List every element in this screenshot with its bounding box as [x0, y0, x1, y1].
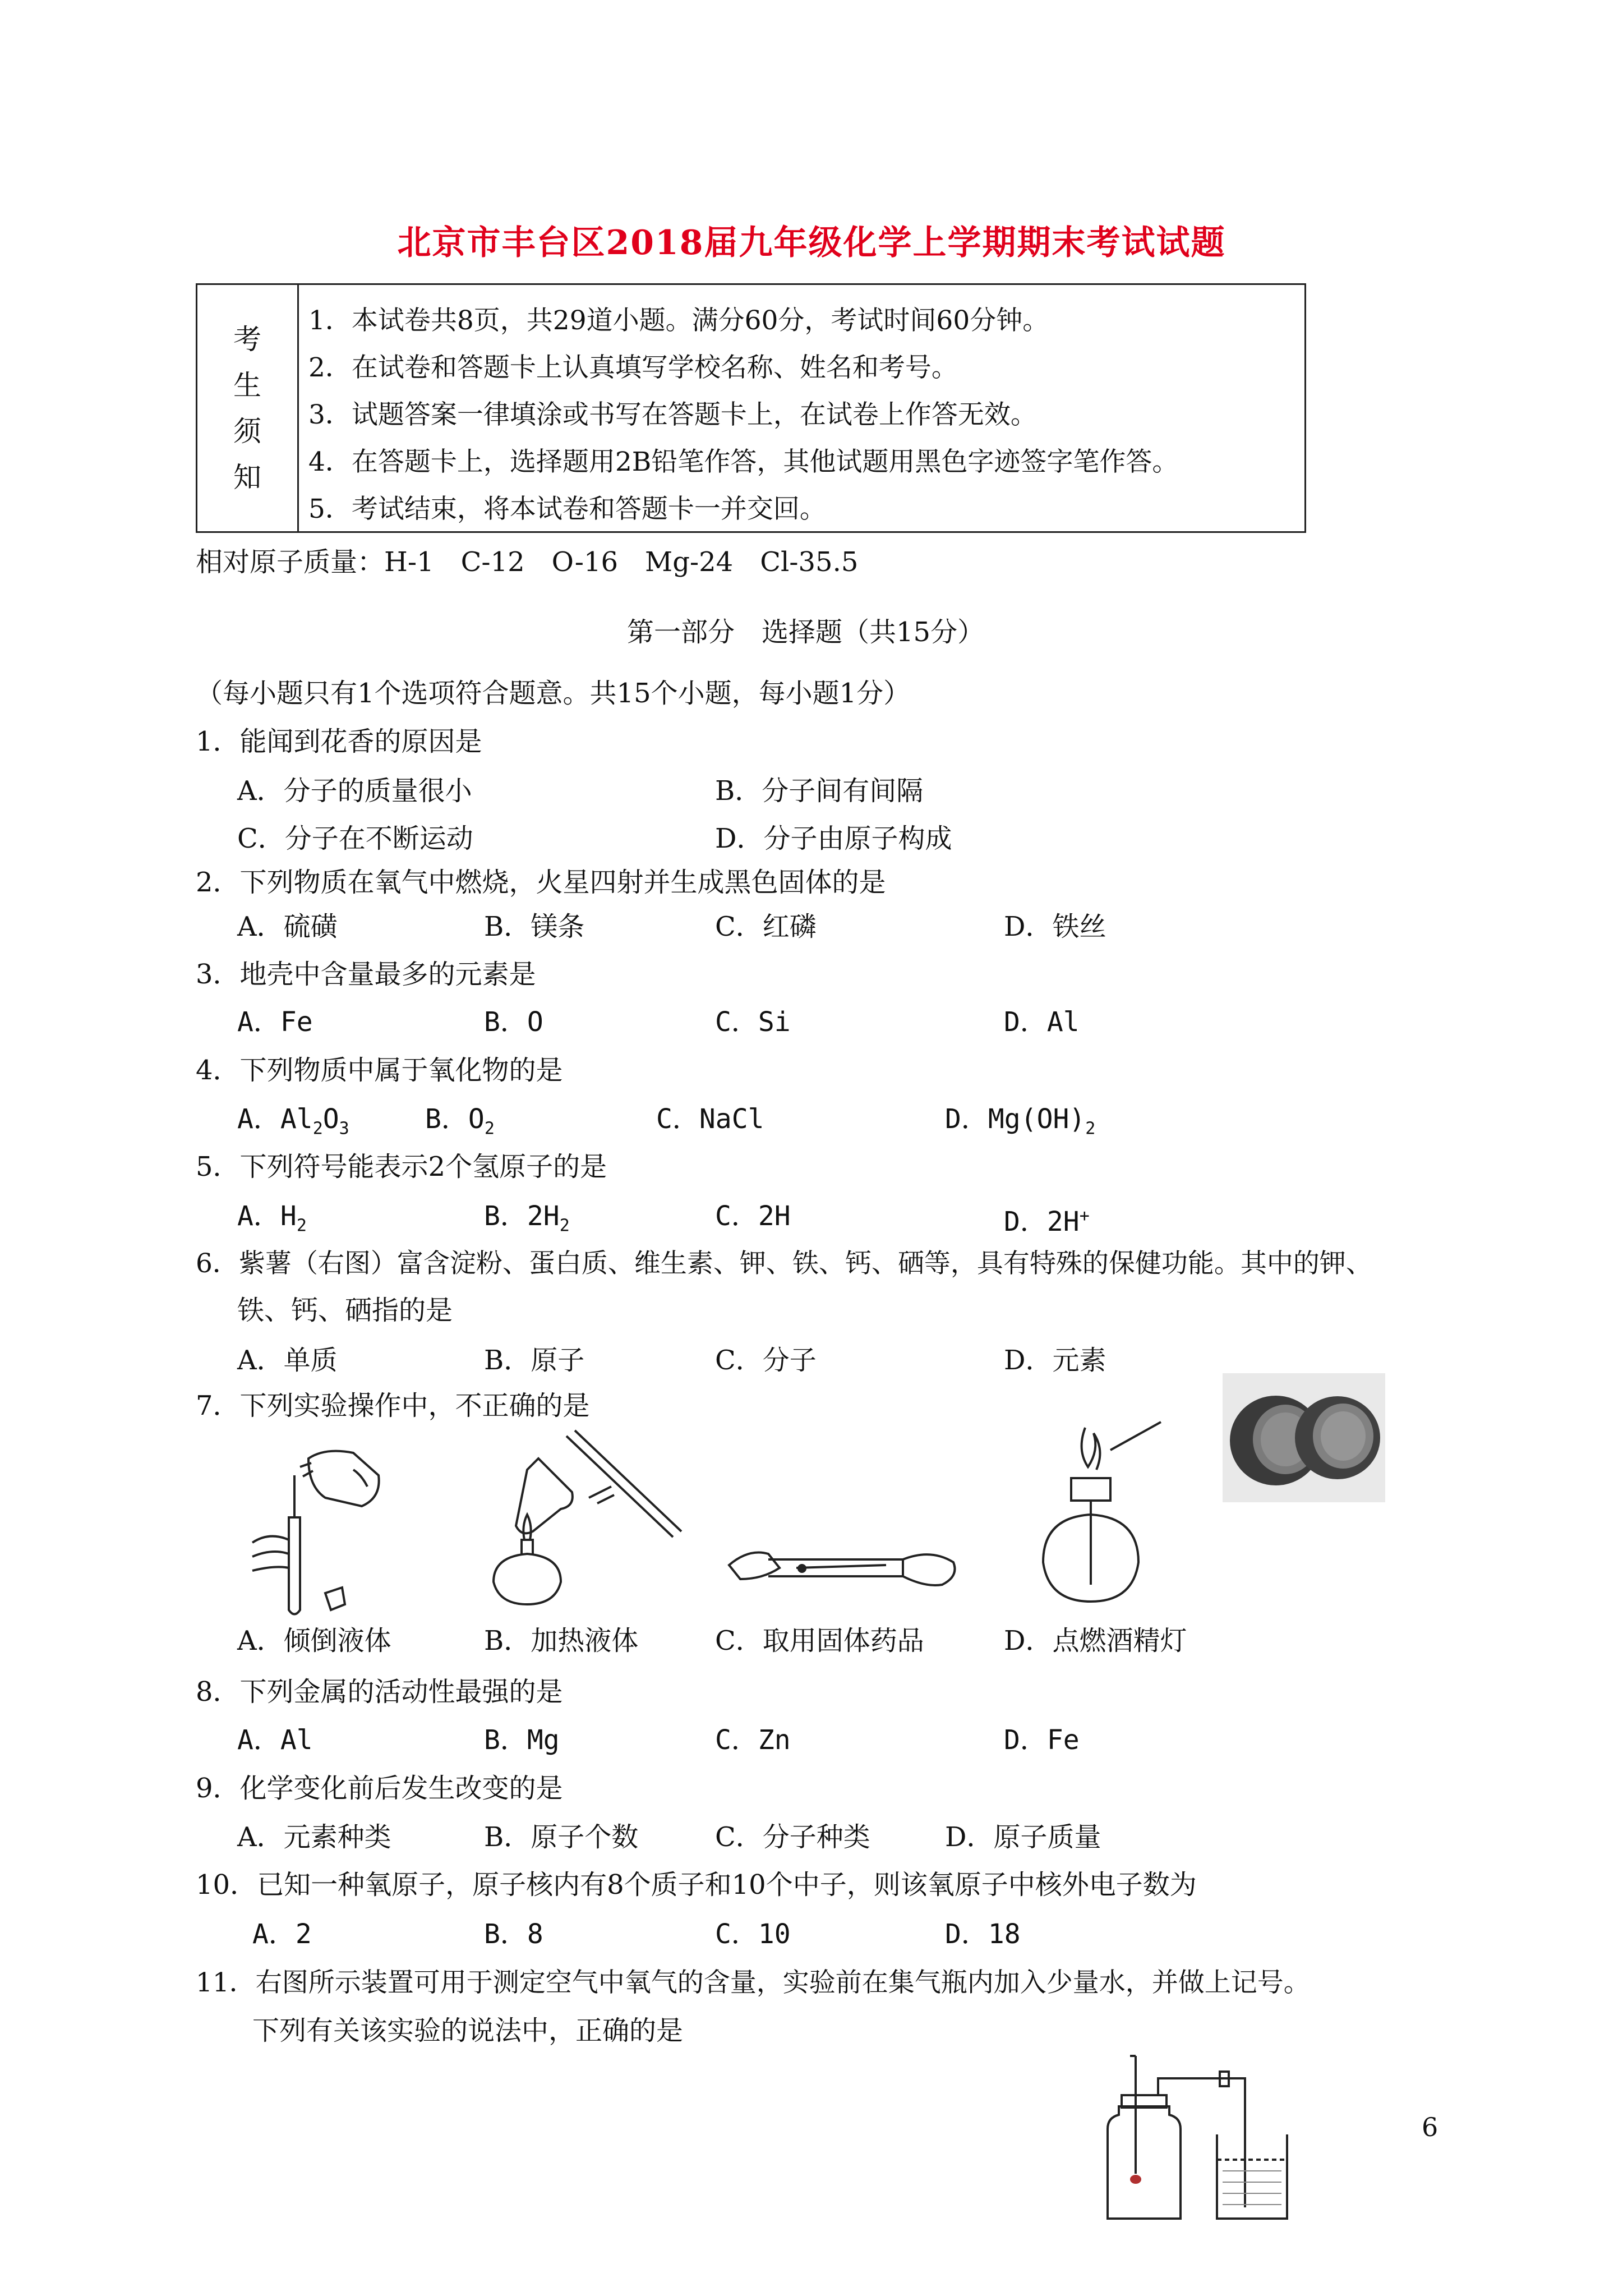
- question-5-option-a: A．$H_2$: [237, 1200, 307, 1236]
- question-2-option-a: A．硫磺: [237, 911, 338, 942]
- solid-reagent-illustration: [718, 1515, 976, 1627]
- question-4-option-c: C．NaCl: [656, 1103, 764, 1135]
- question-9-stem: 9．化学变化前后发生改变的是: [196, 1773, 563, 1804]
- section-title: 第一部分 选择题（共15分）: [627, 616, 985, 648]
- question-9-option-b: B．原子个数: [484, 1821, 639, 1853]
- notice-item: 4．在答题卡上，选择题用2B铅笔作答，其他试题用黑色字迹签字笔作答。: [308, 447, 1179, 477]
- question-2-option-d: D．铁丝: [1004, 911, 1106, 942]
- atomic-mass-line: 相对原子质量：H-1 C-12 O-16 Mg-24 Cl-35.5: [196, 546, 859, 578]
- question-10-option-d: D．18: [945, 1918, 1021, 1950]
- question-5-stem: 5．下列符号能表示2个氢原子的是: [196, 1151, 607, 1182]
- question-3-stem: 3．地壳中含量最多的元素是: [196, 959, 536, 990]
- question-4-stem: 4．下列物质中属于氧化物的是: [196, 1055, 563, 1086]
- heating-liquid-illustration: [477, 1425, 690, 1621]
- question-7-option-c: C．取用固体药品: [715, 1625, 924, 1657]
- question-8-option-d: D．Fe: [1004, 1724, 1080, 1756]
- question-3-option-c: C．Si: [715, 1006, 791, 1038]
- notice-item: 5．考试结束，将本试卷和答题卡一并交回。: [308, 494, 826, 524]
- question-3-option-b: B．O: [484, 1006, 543, 1038]
- question-2-option-c: C．红磷: [715, 911, 817, 942]
- question-1-option-c: C．分子在不断运动: [237, 823, 473, 854]
- alcohol-lamp-illustration: [1032, 1416, 1178, 1618]
- question-9-option-d: D．原子质量: [945, 1821, 1101, 1853]
- sweet-potato-photo: [1223, 1373, 1385, 1502]
- question-1-option-b: B．分子间有间隔: [715, 775, 924, 807]
- notice-label-char: 生: [233, 369, 261, 402]
- question-6-line-2: 铁、钙、硒指的是: [237, 1295, 453, 1326]
- notice-label-char: 知: [233, 461, 261, 494]
- question-6-option-c: C．分子: [715, 1345, 817, 1376]
- notice-label: [197, 285, 299, 531]
- notice-item: 3．试题答案一律填涂或书写在答题卡上，在试卷上作答无效。: [308, 399, 1037, 430]
- question-8-option-b: B．Mg: [484, 1724, 560, 1756]
- question-4-option-b: B．$O_2$: [425, 1103, 495, 1139]
- question-6-option-a: A．单质: [237, 1345, 338, 1376]
- question-4-option-d: D．$Mg(OH)_2$: [945, 1103, 1096, 1139]
- notice-items: [308, 297, 1178, 533]
- question-5-option-b: B．$2H_2$: [484, 1200, 570, 1236]
- page-title: 北京市丰台区2018届九年级化学上学期期末考试试题: [397, 223, 1226, 263]
- question-10-option-c: C．10: [715, 1918, 791, 1950]
- question-9-option-c: C．分子种类: [715, 1821, 870, 1853]
- question-4-option-a: A．$Al_2O_3$: [237, 1103, 349, 1139]
- question-1-option-a: A．分子的质量很小: [237, 775, 472, 807]
- question-6-option-b: B．原子: [484, 1345, 585, 1376]
- question-9-option-a: A．元素种类: [237, 1821, 391, 1853]
- pouring-liquid-illustration: [241, 1436, 409, 1621]
- question-11-line-2: 下列有关该实验的说法中，正确的是: [252, 2015, 684, 2046]
- exam-notice-box: [196, 283, 1306, 533]
- question-3-option-d: D．Al: [1004, 1006, 1080, 1038]
- question-3-option-a: A．Fe: [237, 1006, 313, 1038]
- question-10-option-a: A．2: [252, 1918, 312, 1950]
- section-note: （每小题只有1个选项符合题意。共15个小题，每小题1分）: [196, 678, 911, 709]
- question-6-line-1: 6．紫薯（右图）富含淀粉、蛋白质、维生素、钾、铁、钙、硒等，具有特殊的保健功能。其中的钾、: [196, 1248, 1372, 1279]
- question-7-option-b: B．加热液体: [484, 1625, 639, 1657]
- question-8-stem: 8．下列金属的活动性最强的是: [196, 1676, 563, 1708]
- question-7-stem: 7．下列实验操作中，不正确的是: [196, 1390, 590, 1421]
- question-2-option-b: B．镁条: [484, 911, 585, 942]
- question-2-stem: 2．下列物质在氧气中燃烧，火星四射并生成黑色固体的是: [196, 867, 886, 898]
- question-10-stem: 10．已知一种氧原子，原子核内有8个质子和10个中子，则该氧原子中核外电子数为: [196, 1869, 1197, 1901]
- notice-label-char: 须: [233, 415, 261, 448]
- oxygen-measurement-apparatus: [1096, 2050, 1298, 2230]
- question-8-option-c: C．Zn: [715, 1724, 791, 1756]
- question-1-option-d: D．分子由原子构成: [715, 823, 952, 854]
- question-7-option-a: A．倾倒液体: [237, 1625, 391, 1657]
- notice-label-char: 考: [233, 323, 261, 356]
- question-7-option-d: D．点燃酒精灯: [1004, 1625, 1187, 1657]
- question-10-option-b: B．8: [484, 1918, 543, 1950]
- notice-item: 1．本试卷共8页，共29道小题。满分60分，考试时间60分钟。: [308, 305, 1049, 336]
- page-number: 6: [1422, 2112, 1438, 2142]
- question-11-line-1: 11．右图所示装置可用于测定空气中氧气的含量，实验前在集气瓶内加入少量水，并做上记号。: [196, 1967, 1310, 1998]
- question-6-option-d: D．元素: [1004, 1345, 1106, 1376]
- notice-item: 2．在试卷和答题卡上认真填写学校名称、姓名和考号。: [308, 352, 958, 383]
- question-8-option-a: A．Al: [237, 1724, 313, 1756]
- question-1-stem: 1．能闻到花香的原因是: [196, 726, 482, 757]
- question-5-option-d: D．2H+: [1004, 1206, 1090, 1237]
- question-5-option-c: C．2H: [715, 1200, 791, 1232]
